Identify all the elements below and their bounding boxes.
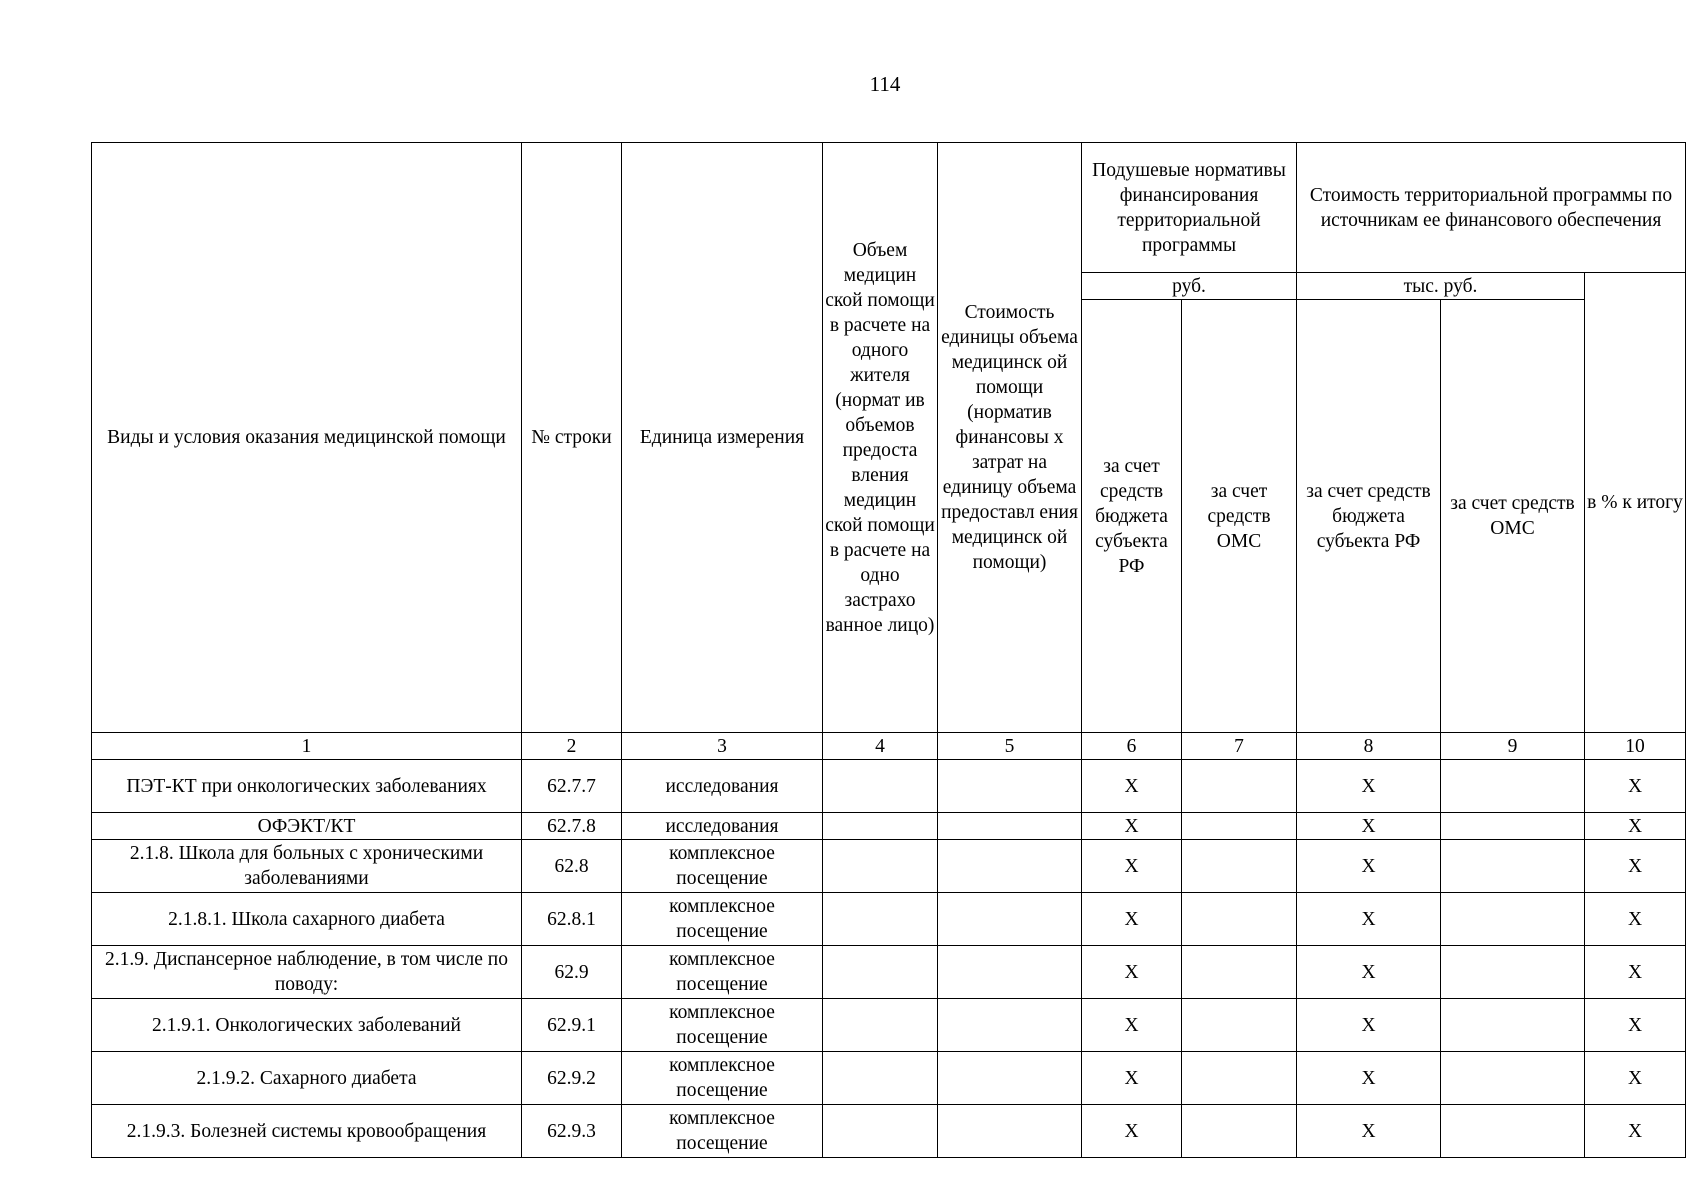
row-percent: Х <box>1585 893 1686 946</box>
row-percent: Х <box>1585 999 1686 1052</box>
table-body <box>92 760 1686 1158</box>
row-percent: Х <box>1585 1052 1686 1105</box>
row-line-number: 62.9.3 <box>522 1105 622 1158</box>
row-unit: исследования <box>622 813 823 840</box>
row-unit: комплексное посещение <box>622 999 823 1052</box>
row-cost-budget: Х <box>1297 946 1441 999</box>
table-row <box>92 999 1686 1052</box>
row-cost-budget: Х <box>1297 1052 1441 1105</box>
row-unit: комплексное посещение <box>622 1052 823 1105</box>
table-row <box>92 1105 1686 1158</box>
row-care-type: 2.1.8. Школа для больных с хроническими заболеваниями <box>92 840 522 893</box>
column-number: 1 <box>92 733 522 760</box>
row-percent: Х <box>1585 946 1686 999</box>
row-cost-oms <box>1441 999 1585 1052</box>
row-unit-cost <box>938 1052 1082 1105</box>
table-row <box>92 946 1686 999</box>
row-care-type: 2.1.9.1. Онкологических заболеваний <box>92 999 522 1052</box>
row-cost-budget: Х <box>1297 1105 1441 1158</box>
table-row <box>92 840 1686 893</box>
row-volume <box>823 760 938 813</box>
column-number: 5 <box>938 733 1082 760</box>
table-row <box>92 1052 1686 1105</box>
row-norms-oms <box>1182 1105 1297 1158</box>
row-norms-budget: Х <box>1082 813 1182 840</box>
row-line-number: 62.9.1 <box>522 999 622 1052</box>
row-line-number: 62.7.8 <box>522 813 622 840</box>
row-cost-budget: Х <box>1297 760 1441 813</box>
table-header <box>92 143 1686 760</box>
row-line-number: 62.8.1 <box>522 893 622 946</box>
row-line-number: 62.7.7 <box>522 760 622 813</box>
row-norms-oms <box>1182 760 1297 813</box>
row-volume <box>823 946 938 999</box>
row-care-type: ОФЭКТ/КТ <box>92 813 522 840</box>
row-unit-cost <box>938 893 1082 946</box>
column-number: 7 <box>1182 733 1297 760</box>
column-number: 4 <box>823 733 938 760</box>
row-norms-oms <box>1182 840 1297 893</box>
row-line-number: 62.9.2 <box>522 1052 622 1105</box>
header-unit: Единица измерения <box>622 143 823 733</box>
row-volume <box>823 840 938 893</box>
row-volume <box>823 999 938 1052</box>
header-volume-per-resident: Объем медицин ской помощи в расчете на одного жителя (нормат ив объемов предоста вления медицин ской помощи в расчете на одно застрахо ванное лицо) <box>823 143 938 733</box>
row-cost-oms <box>1441 893 1585 946</box>
row-unit-cost <box>938 813 1082 840</box>
column-number: 3 <box>622 733 823 760</box>
header-cost-regional-budget: за счет средств бюджета субъекта РФ <box>1297 300 1441 733</box>
row-norms-oms <box>1182 893 1297 946</box>
row-cost-oms <box>1441 946 1585 999</box>
row-norms-budget: Х <box>1082 760 1182 813</box>
row-cost-oms <box>1441 840 1585 893</box>
row-norms-oms <box>1182 946 1297 999</box>
column-number: 6 <box>1082 733 1182 760</box>
row-norms-oms <box>1182 813 1297 840</box>
row-cost-oms <box>1441 760 1585 813</box>
row-unit-cost <box>938 999 1082 1052</box>
header-line-number: № строки <box>522 143 622 733</box>
row-care-type: 2.1.9.2. Сахарного диабета <box>92 1052 522 1105</box>
header-kinds-of-care: Виды и условия оказания медицинской помощи <box>92 143 522 733</box>
column-number: 8 <box>1297 733 1441 760</box>
column-number: 2 <box>522 733 622 760</box>
row-line-number: 62.9 <box>522 946 622 999</box>
row-unit-cost <box>938 760 1082 813</box>
row-unit-cost <box>938 1105 1082 1158</box>
row-norms-budget: Х <box>1082 1105 1182 1158</box>
row-cost-oms <box>1441 813 1585 840</box>
row-unit-cost <box>938 840 1082 893</box>
row-percent: Х <box>1585 813 1686 840</box>
header-norms-regional-budget: за счет средств бюджета субъекта РФ <box>1082 300 1182 733</box>
row-norms-budget: Х <box>1082 1052 1182 1105</box>
header-cost-oms: за счет средств ОМС <box>1441 300 1585 733</box>
table-row <box>92 813 1686 840</box>
row-volume <box>823 813 938 840</box>
row-percent: Х <box>1585 760 1686 813</box>
row-care-type: 2.1.9.3. Болезней системы кровообращения <box>92 1105 522 1158</box>
row-unit-cost <box>938 946 1082 999</box>
header-unit-thousand-rub: тыс. руб. <box>1297 273 1585 300</box>
row-unit: комплексное посещение <box>622 840 823 893</box>
table-row <box>92 893 1686 946</box>
table-row <box>92 760 1686 813</box>
row-care-type: 2.1.9. Диспансерное наблюдение, в том числе по поводу: <box>92 946 522 999</box>
row-unit: комплексное посещение <box>622 893 823 946</box>
column-number: 10 <box>1585 733 1686 760</box>
row-cost-budget: Х <box>1297 893 1441 946</box>
row-percent: Х <box>1585 1105 1686 1158</box>
row-cost-budget: Х <box>1297 813 1441 840</box>
row-norms-budget: Х <box>1082 840 1182 893</box>
header-per-capita-norms: Подушевые нормативы финансирования территориальной программы <box>1082 143 1297 273</box>
row-norms-oms <box>1182 1052 1297 1105</box>
row-norms-budget: Х <box>1082 999 1182 1052</box>
row-volume <box>823 1105 938 1158</box>
page-number: 114 <box>869 72 901 96</box>
row-cost-budget: Х <box>1297 999 1441 1052</box>
column-number: 9 <box>1441 733 1585 760</box>
header-unit-cost: Стоимость единицы объема медицинск ой помощи (норматив финансовы х затрат на единицу объема предоставл ения медицинск ой помощи) <box>938 143 1082 733</box>
row-cost-oms <box>1441 1052 1585 1105</box>
row-care-type: ПЭТ-КТ при онкологических заболеваниях <box>92 760 522 813</box>
row-line-number: 62.8 <box>522 840 622 893</box>
header-percent-of-total: в % к итогу <box>1585 273 1686 733</box>
row-volume <box>823 1052 938 1105</box>
header-norms-oms: за счет средств ОМС <box>1182 300 1297 733</box>
row-unit: комплексное посещение <box>622 946 823 999</box>
column-numbers-row <box>92 733 1686 760</box>
row-volume <box>823 893 938 946</box>
row-unit: комплексное посещение <box>622 1105 823 1158</box>
row-care-type: 2.1.8.1. Школа сахарного диабета <box>92 893 522 946</box>
header-unit-rub: руб. <box>1082 273 1297 300</box>
header-program-cost: Стоимость территориальной программы по источникам ее финансового обеспечения <box>1297 143 1686 273</box>
row-norms-oms <box>1182 999 1297 1052</box>
row-percent: Х <box>1585 840 1686 893</box>
row-cost-budget: Х <box>1297 840 1441 893</box>
row-norms-budget: Х <box>1082 893 1182 946</box>
row-norms-budget: Х <box>1082 946 1182 999</box>
data-table <box>91 142 1686 1158</box>
row-cost-oms <box>1441 1105 1585 1158</box>
row-unit: исследования <box>622 760 823 813</box>
